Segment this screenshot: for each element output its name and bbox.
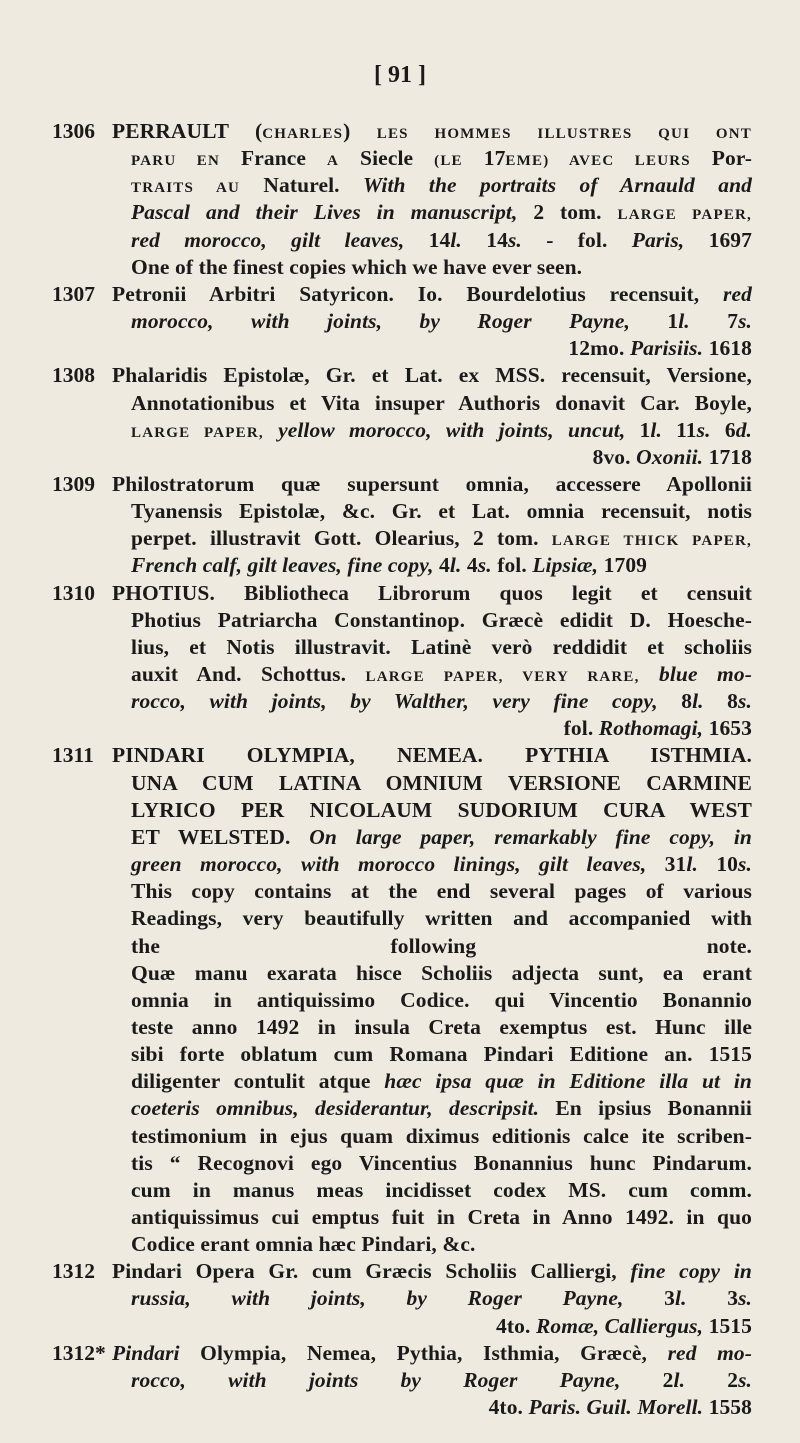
text-run: diligenter contulit atque (131, 1069, 385, 1094)
small-caps-run: (LE (434, 153, 463, 170)
text-run: Petronii Arbitri Satyricon. Io. Bourdelotius recensuit, (112, 281, 724, 306)
entry-line (131, 1014, 752, 1041)
text-run: 8 (657, 689, 693, 714)
italic-run: fine copy in (630, 1259, 752, 1284)
text-run: Pindari Opera Gr. cum Græcis Scholiis Calliergi, (112, 1259, 631, 1284)
italic-run: l. (675, 1286, 687, 1311)
italic-run: Romæ, Calliergus, (535, 1313, 704, 1338)
text-run: tis “ Recognovi ego Vincentius Bonannius hunc Pindarum. (131, 1150, 752, 1175)
text-run: Phalaridis Epistolæ, Gr. et Lat. ex MSS. recensuit, Versione, (112, 363, 752, 388)
text-run: fol. (563, 716, 599, 741)
italic-run: red mo- (667, 1340, 753, 1365)
entry-line (131, 1367, 752, 1394)
entry-number: 1312 (52, 1259, 95, 1284)
entry-line (131, 172, 752, 202)
entry-line (112, 362, 752, 389)
italic-run: Paris, (631, 227, 685, 252)
italic-run: French calf, gilt leaves, fine copy, (131, 553, 434, 578)
text-run: 8vo. (592, 444, 637, 469)
italic-run: Rothomagi, (598, 716, 704, 741)
entry-line (131, 715, 752, 742)
entry-line (131, 634, 752, 661)
entry-line (131, 878, 752, 905)
text-run: PINDARI OLYMPIA, NEMEA. PYTHIA ISTHMIA. (112, 743, 752, 768)
text-run: auxit And. Schottus. (131, 662, 366, 686)
text-run: Readings, very beautifully written and accompanied with (131, 906, 752, 931)
italic-run: Lipsiæ, (532, 553, 599, 578)
entry-line (131, 1041, 752, 1068)
small-caps-run: LARGE PAPER, (131, 424, 264, 441)
small-caps-run: TRAITS AU (131, 180, 241, 197)
text-run: One of the finest copies which we have ever seen. (131, 254, 583, 279)
text-run: 1 (625, 417, 651, 442)
italic-run: morocco, with joints, by Roger Payne, (131, 309, 630, 334)
entry-line (131, 498, 752, 525)
text-run: 7 (689, 309, 739, 334)
text-run: 1718 (703, 444, 752, 469)
italic-run: s. (738, 852, 752, 877)
italic-run: rocco, with joints, by Walther, very fine copy, (131, 689, 658, 714)
text-run: 1697 (684, 227, 752, 252)
entry-number: 1307 (52, 281, 95, 306)
text-run: 14 (404, 227, 451, 252)
text-run: En ipsius Bonannii (539, 1096, 752, 1121)
text-run: 4to. (496, 1313, 536, 1338)
text-run: 3 (623, 1286, 675, 1311)
entry-number: 1310 (52, 580, 95, 605)
entry-line (131, 933, 752, 960)
text-run: 6 (710, 417, 736, 442)
entry-line (131, 552, 752, 579)
italic-run: l. (673, 1367, 686, 1392)
italic-run: russia, with joints, by Roger Payne, (131, 1286, 624, 1311)
italic-run: s. (507, 227, 522, 252)
italic-run: blue mo- (659, 662, 752, 686)
italic-run: yellow morocco, with joints, uncut, (278, 417, 626, 442)
text-run: 1618 (703, 336, 752, 361)
entry-line (131, 335, 752, 362)
text-run: 4 (461, 553, 478, 578)
italic-run: Pindari (112, 1340, 180, 1365)
text-run: testimonium in ejus quam diximus editionis calce ite scriben- (131, 1123, 752, 1148)
entry-line (131, 905, 752, 932)
entry-line (131, 1231, 752, 1258)
italic-run: l. (450, 227, 462, 252)
text-run: fol. (491, 553, 533, 578)
italic-run: descripsit. (449, 1096, 540, 1121)
entry-number: 1309 (52, 471, 95, 496)
entry-number: 1308 (52, 363, 95, 388)
italic-run: Parisiis. (629, 336, 704, 361)
entry-line (131, 199, 752, 229)
italic-run: On large paper, remarkably fine copy, in (309, 824, 752, 849)
entry-line (131, 145, 752, 175)
entry-line (131, 797, 752, 824)
text-run: the following note. (131, 933, 752, 958)
text-run: Siecle (339, 146, 435, 171)
entry-line (131, 390, 752, 417)
entry-line (131, 1313, 752, 1340)
entry-line (131, 1204, 752, 1231)
text-run: Codice erant omnia hæc Pindari, &c. (131, 1232, 476, 1257)
entry-line (131, 987, 752, 1014)
small-caps-run: EME) AVEC LEURS (505, 153, 691, 170)
text-run: PHOTIUS. Bibliotheca Librorum quos legit et censuit (112, 580, 752, 605)
small-caps-run: A (327, 153, 340, 170)
text-run: Naturel. (240, 173, 363, 198)
text-run: Photius Patriarcha Constantinop. Græcè edidit D. Hoesche- (131, 607, 752, 632)
entry-line (131, 1285, 752, 1312)
text-run: Quæ manu exarata hisce Scholiis adjecta sunt, ea erant (131, 960, 752, 985)
entry-line (112, 742, 752, 769)
text-run: perpet. illustravit Gott. Olearius, 2 tom. (131, 526, 552, 551)
entry-line (131, 824, 752, 851)
italic-run: s. (738, 1286, 753, 1311)
small-caps-run: LARGE THICK PAPER, (551, 533, 752, 550)
entry-line (131, 661, 752, 691)
text-run: 3 (686, 1286, 739, 1311)
entry-line (131, 525, 752, 555)
entry-line (131, 1095, 752, 1122)
italic-run: s. (738, 689, 752, 714)
italic-run: coeteris omnibus, desiderantur, (131, 1096, 433, 1121)
text-run: 12mo. (568, 336, 630, 361)
entry-line (131, 851, 752, 878)
text-run (264, 418, 278, 442)
entry-line (131, 308, 752, 335)
text-run: Por- (690, 146, 752, 171)
text-run: sibi forte oblatum cum Romana Pindari Editione an. 1515 (131, 1042, 752, 1067)
text-run: ) (343, 119, 377, 143)
italic-run: Pascal and their Lives in manuscript, (131, 200, 518, 225)
entry-line (131, 254, 752, 281)
entry-number: 1311 (52, 743, 94, 768)
text-run: LYRICO PER NICOLAUM SUDORIUM CURA WEST (131, 797, 752, 822)
italic-run: hæc ipsa quæ in Editione illa ut in (384, 1069, 752, 1094)
entry-line (112, 580, 752, 607)
text-run: 14 (461, 227, 508, 252)
italic-run: red morocco, gilt leaves, (131, 227, 405, 252)
text-run (433, 1096, 449, 1120)
text-run: France (220, 146, 328, 171)
entry-line (131, 444, 752, 471)
text-run: Olympia, Nemea, Pythia, Isthmia, Græcè, (179, 1340, 668, 1365)
text-run: 1653 (703, 716, 752, 741)
italic-run: l. (650, 417, 662, 442)
page-number: [ 91 ] (374, 62, 426, 88)
text-run: PERRAULT ( (112, 119, 263, 143)
italic-run: s. (477, 553, 492, 578)
italic-run: s. (738, 309, 753, 334)
entry-line (112, 1340, 752, 1367)
small-caps-run: LARGE PAPER, VERY RARE, (365, 669, 640, 685)
text-run: 10 (697, 852, 739, 877)
entry-line (112, 281, 752, 308)
text-run: This copy contains at the end several pages of various (131, 879, 752, 904)
text-run (640, 662, 659, 686)
small-caps-run: LES HOMMES ILLUSTRES QUI ONT (376, 126, 752, 142)
text-run: omnia in antiquissimo Codice. qui Vincentio Bonannio (131, 987, 752, 1012)
text-run: 17 (462, 146, 506, 171)
entry-line (131, 960, 752, 987)
text-run: Tyanensis Epistolæ, &c. Gr. et Lat. omnia recensuit, notis (131, 499, 752, 524)
entry-line (131, 1123, 752, 1150)
entry-line (131, 1150, 752, 1177)
small-caps-run: CHARLES (262, 126, 344, 142)
text-run: 31 (646, 852, 687, 877)
entry-line (131, 770, 752, 797)
text-run: UNA CUM LATINA OMNIUM VERSIONE CARMINE (131, 770, 752, 795)
text-run: teste anno 1492 in insula Creta exemptus est. Hunc ille (131, 1014, 752, 1039)
small-caps-run: PARU EN (131, 153, 221, 170)
italic-run: l. (449, 553, 462, 578)
entry-line (112, 1258, 752, 1285)
text-run: 1515 (703, 1313, 752, 1338)
italic-run: green morocco, with morocco linings, gilt leaves, (131, 852, 647, 877)
small-caps-run: LARGE PAPER, (617, 207, 753, 224)
italic-run: With the portraits of Arnauld and (362, 173, 752, 198)
text-run: 8 (703, 689, 739, 714)
italic-run: s. (696, 417, 711, 442)
entry-line (112, 471, 752, 498)
text-run: 2 (685, 1367, 739, 1392)
text-run: Philostratorum quæ supersunt omnia, accessere Apollonii (112, 471, 752, 496)
italic-run: l. (678, 309, 690, 334)
italic-run: rocco, with joints by Roger Payne, (131, 1367, 621, 1392)
text-run: 1 (629, 309, 679, 334)
text-run: ET WELSTED. (131, 824, 310, 849)
entry-line (131, 688, 752, 715)
entry-line (112, 118, 752, 148)
italic-run: d. (735, 417, 753, 442)
entry-line (131, 1177, 752, 1204)
text-run: antiquissimus cui emptus fuit in Creta in Anno 1492. in quo (131, 1205, 752, 1229)
text-run: 4 (433, 553, 450, 578)
entry-line (131, 607, 752, 634)
italic-run: red (723, 281, 752, 306)
text-run: lius, et Notis illustravit. Latinè verò reddidit et scholiis (131, 634, 752, 659)
text-run: 2 (620, 1367, 674, 1392)
text-run: 2 tom. (517, 200, 618, 225)
text-run: - fol. (521, 227, 632, 252)
entry-line (131, 1068, 752, 1095)
text-run: Annotationibus et Vita insuper Authoris donavit Car. Boyle, (131, 390, 752, 415)
entry-number: 1312* (52, 1340, 106, 1365)
text-run: 1709 (598, 553, 648, 578)
italic-run: Paris. Guil. Morell. (528, 1395, 704, 1420)
entry-number: 1306 (52, 119, 95, 143)
text-run: 11 (661, 417, 697, 442)
italic-run: l. (686, 852, 698, 877)
italic-run: l. (692, 689, 704, 714)
entry-line (131, 227, 752, 254)
entry-line (131, 417, 752, 447)
text-run: 1558 (703, 1395, 752, 1420)
entry-line (131, 1394, 752, 1421)
text-run: cum in manus meas incidisset codex MS. cum comm. (131, 1177, 752, 1202)
italic-run: s. (738, 1367, 753, 1392)
text-run: 4to. (488, 1395, 529, 1420)
italic-run: Oxonii. (636, 444, 704, 469)
